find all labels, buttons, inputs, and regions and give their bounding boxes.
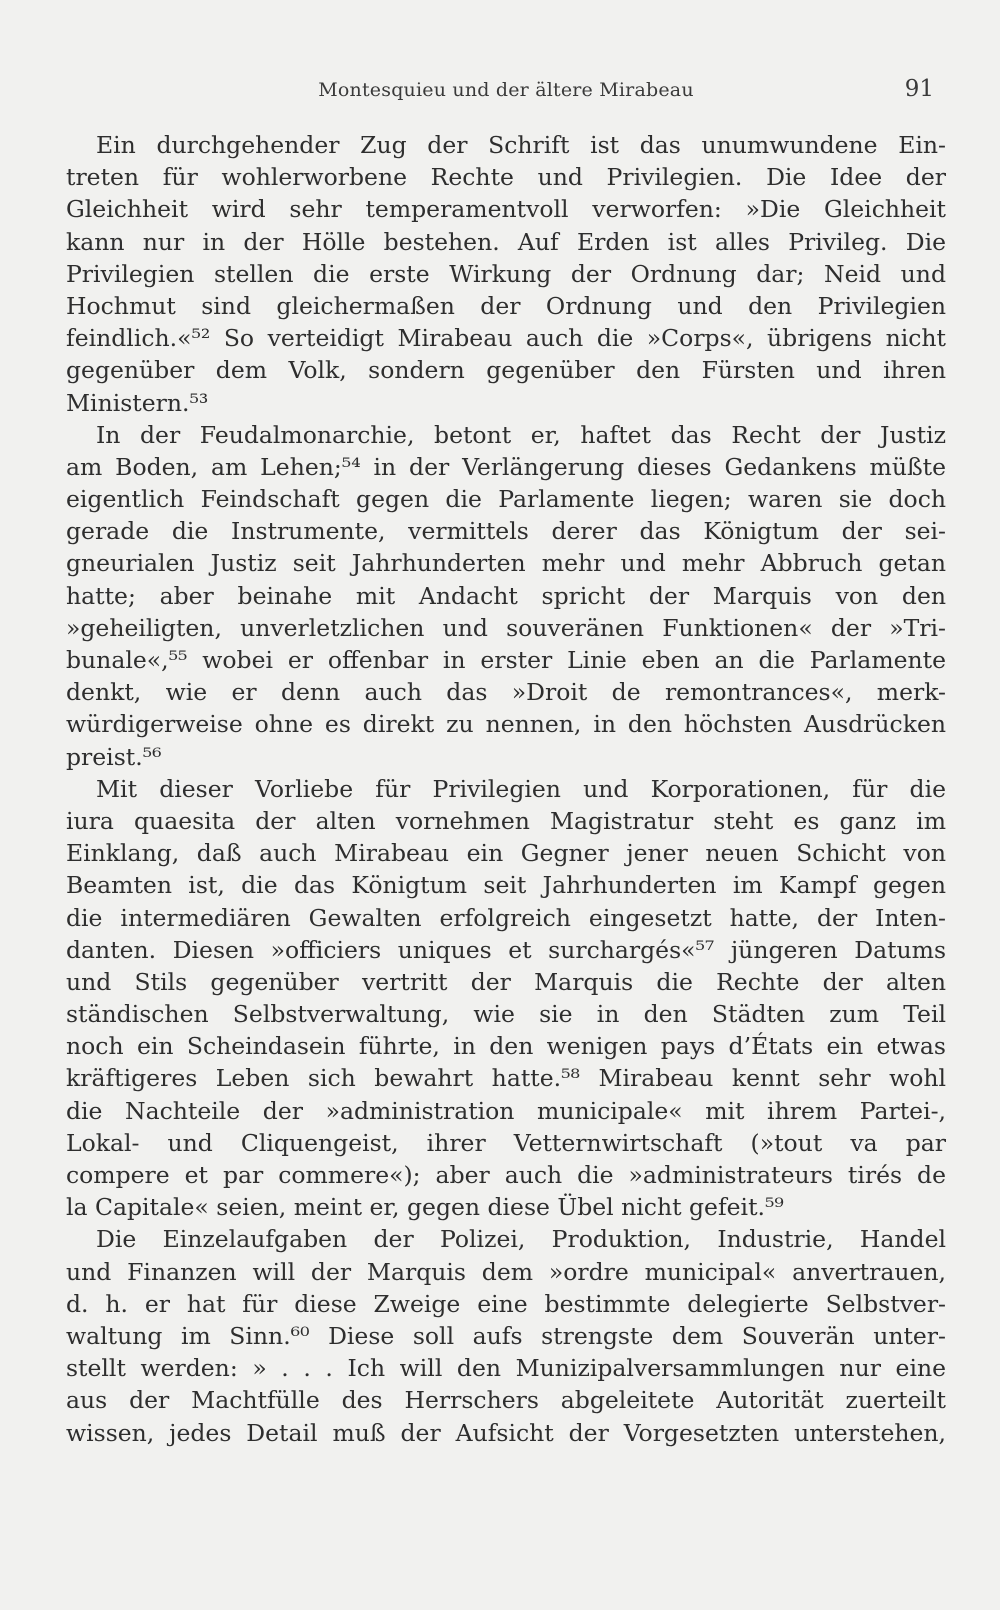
text-line: Beamten ist, die das Königtum seit Jahrhunderten im Kampf gegen [66,871,946,900]
text-line: noch ein Scheindasein führte, in den wenigen pays d’États ein etwas [66,1032,946,1061]
text-line: Mit dieser Vorliebe für Privilegien und Korporationen, für die [96,774,946,803]
text-line: Lokal- und Cliquengeist, ihrer Vetternwirtschaft (»tout va par [66,1128,946,1157]
text-line: Die Einzelaufgaben der Polizei, Produktion, Industrie, Handel [96,1225,946,1254]
text-line: In der Feudalmonarchie, betont er, haftet das Recht der Justiz [96,420,946,449]
text-line: preist.⁵⁶ [66,742,162,771]
text-line: feindlich.«⁵² So verteidigt Mirabeau auch die »Corps«, übrigens nicht [66,324,946,353]
text-line: aus der Machtfülle des Herrschers abgeleitete Autorität zuerteilt [66,1386,946,1415]
text-line: kräftigeres Leben sich bewahrt hatte.⁵⁸ Mirabeau kennt sehr wohl [66,1064,946,1093]
text-line: ständischen Selbstverwaltung, wie sie in den Städten zum Teil [66,1000,946,1029]
text-line: »geheiligten, unverletzlichen und souveränen Funktionen« der »Tri- [66,613,946,642]
running-title: Montesquieu und der ältere Mirabeau [318,79,694,101]
running-header [66,76,946,106]
text-line: denkt, wie er denn auch das »Droit de remontrances«, merk- [66,678,946,707]
text-line: danten. Diesen »officiers uniques et surchargés«⁵⁷ jüngeren Datums [66,935,946,964]
text-line: Ein durchgehender Zug der Schrift ist das unumwundene Ein- [96,131,946,159]
text-line: und Stils gegenüber vertritt der Marquis die Rechte der alten [66,967,946,996]
text-line: Privilegien stellen die erste Wirkung der Ordnung dar; Neid und [66,259,946,288]
text-line: Ministern.⁵³ [66,388,209,417]
text-line: la Capitale« seien, meint er, gegen diese Übel nicht gefeit.⁵⁹ [66,1193,784,1222]
text-line: Gleichheit wird sehr temperamentvoll verworfen: »Die Gleichheit [66,195,946,224]
text-line: gneurialen Justiz seit Jahrhunderten mehr und mehr Abbruch getan [66,549,946,578]
text-line: die intermediären Gewalten erfolgreich eingesetzt hatte, der Inten- [66,903,946,932]
text-line: kann nur in der Hölle bestehen. Auf Erden ist alles Privileg. Die [66,227,946,256]
text-line: treten für wohlerworbene Rechte und Privilegien. Die Idee der [66,163,946,192]
text-line: würdigerweise ohne es direkt zu nennen, in den höchsten Ausdrücken [66,710,946,739]
text-line: am Boden, am Lehen;⁵⁴ in der Verlängerung dieses Gedankens müßte [66,452,946,481]
text-line: die Nachteile der »administration municipale« mit ihrem Partei-, [66,1096,946,1125]
text-line: Einklang, daß auch Mirabeau ein Gegner jener neuen Schicht von [66,839,946,868]
text-line: gerade die Instrumente, vermittels derer das Königtum der sei- [66,517,946,546]
text-line: compere et par commere«); aber auch die »administrateurs tirés de [66,1161,946,1189]
text-line: und Finanzen will der Marquis dem »ordre municipal« anvertrauen, [66,1257,946,1286]
text-line: hatte; aber beinahe mit Andacht spricht der Marquis von den [66,581,946,610]
text-line: eigentlich Feindschaft gegen die Parlamente liegen; waren sie doch [66,485,946,514]
text-line: wissen, jedes Detail muß der Aufsicht der Vorgesetzten unterstehen, [66,1418,946,1447]
text-line: d. h. er hat für diese Zweige eine bestimmte delegierte Selbstver- [66,1289,946,1318]
text-line: gegenüber dem Volk, sondern gegenüber den Fürsten und ihren [66,356,946,385]
page-number: 91 [904,76,934,102]
body-text [66,129,946,1449]
text-line: stellt werden: » . . . Ich will den Munizipalversammlungen nur eine [66,1354,946,1383]
text-line: Hochmut sind gleichermaßen der Ordnung und den Privilegien [66,291,946,320]
text-line: iura quaesita der alten vornehmen Magistratur steht es ganz im [66,806,946,835]
text-line: bunale«,⁵⁵ wobei er offenbar in erster Linie eben an die Parlamente [66,646,946,674]
text-line: waltung im Sinn.⁶⁰ Diese soll aufs strengste dem Souverän unter- [66,1321,946,1350]
